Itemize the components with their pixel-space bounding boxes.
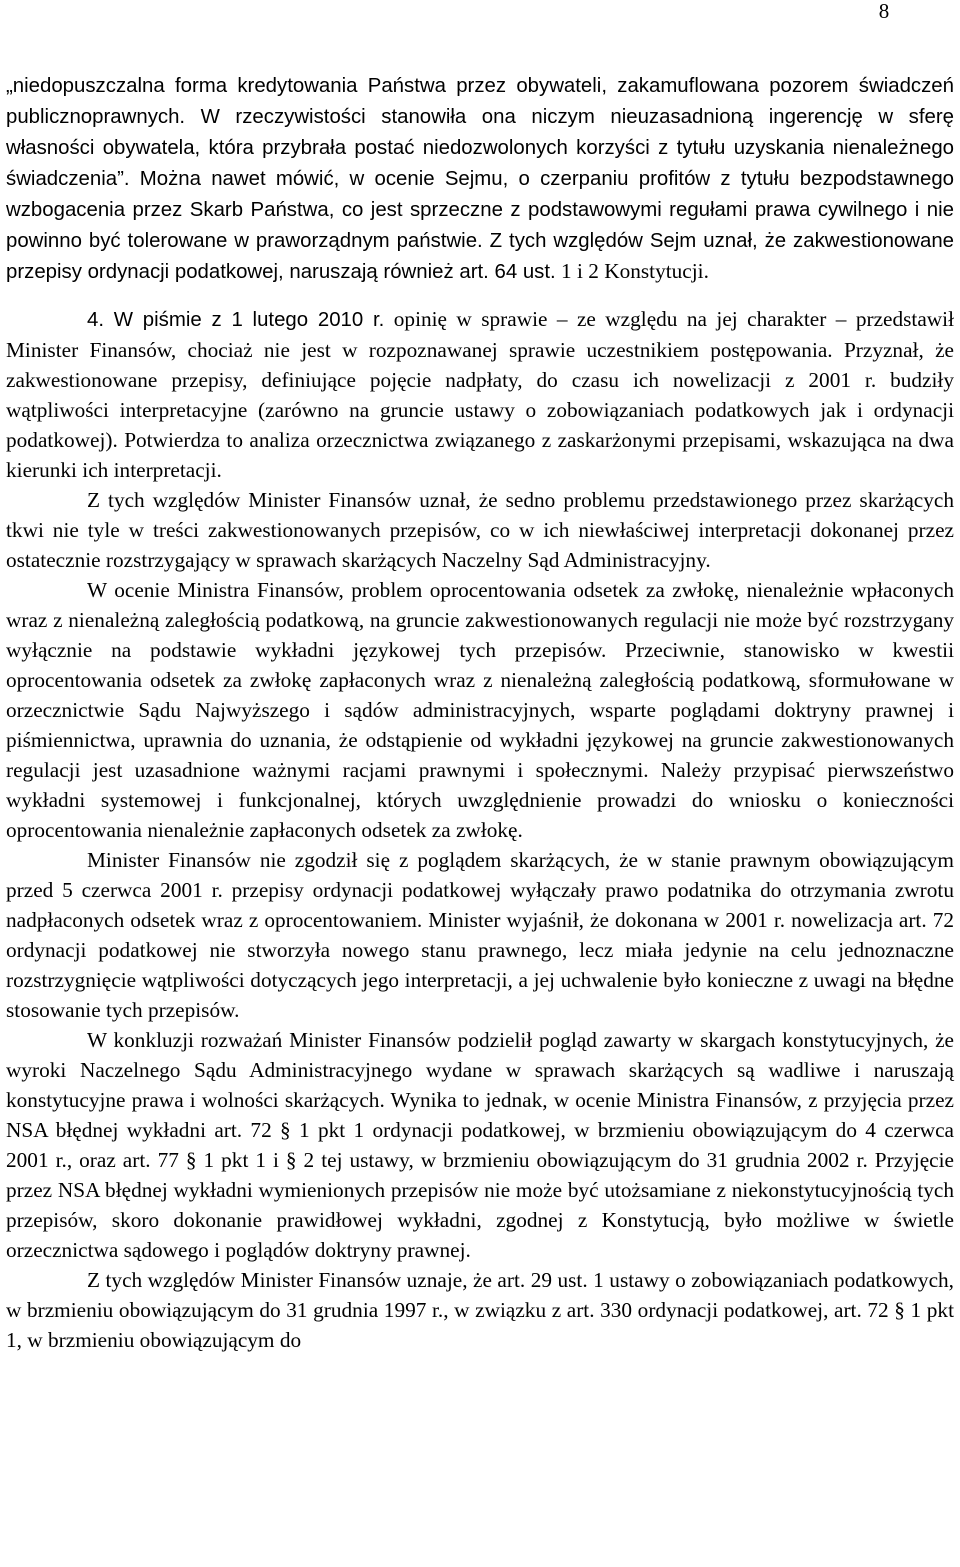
section-heading-inline: 4. W piśmie z 1 lutego 2010 r. [87, 309, 385, 331]
paragraph-text: W konkluzji rozważań Minister Finansów podzielił pogląd zawarty w skargach konstytucyjnych, że wyroki Naczelnego Sądu Administracyjnego wydane w sprawach skarżących są wadliwe i naruszają konstytucyjne prawa i wolności skarżących. Wynika to jednak, w ocenie Ministra Finansów, z przyjęcia przez NSA błędnej wykładni art. 72 § 1 pkt 1 ordynacji podatkowej, w brzmieniu obowiązującym do 4 czerwca 2001 r., oraz art. 77 § 1 pkt 1 i § 2 tej ustawy, w brzmieniu obowiązującym do 31 grudnia 2002 r. Przyjęcie przez NSA błędnej wykładni wymienionych przepisów nie może być utożsamiane z niekonstytucyjnością tych przepisów, skoro dokonanie prawidłowej wykładni, zgodnej z Konstytucją, było możliwe w świetle orzecznictwa sądowego i poglądów doktryny prawnej. [6, 1028, 954, 1262]
paragraph-text: Z tych względów Minister Finansów uznaje, że art. 29 ust. 1 ustawy o zobowiązaniach podatkowych, w brzmieniu obowiązującym do 31 grudnia 1997 r., w związku z art. 330 ordynacji podatkowej, art. 72 § 1 pkt 1, w brzmieniu obowiązującym do [6, 1268, 954, 1352]
paragraph-text: Z tych względów Minister Finansów uznał, że sedno problemu przedstawionego przez skarżących tkwi nie tyle w treści zakwestionowanych przepisów, co w ich niewłaściwej interpretacji dokonanej przez ostatecznie rozstrzygający w sprawach skarżących Naczelny Sąd Administracyjny. [6, 488, 954, 572]
paragraph-text: „niedopuszczalna forma kredytowania Państwa przez obywateli, zakamuflowana pozorem świadczeń publicznoprawnych. W rzeczywistości stanowiła ona niczym nieuzasadnioną ingerencję w sferę własności obywatela, która przybrała postać niedozwolonych korzyści z tytułu uzyskania nienależnego świadczenia”. Można nawet mówić, w ocenie Sejmu, o czerpaniu profitów z tytułu bezpodstawnego wzbogacenia przez Skarb Państwa, co jest sprzeczne z podstawowymi regułami prawa cywilnego i nie powinno być tolerowane w praworządnym państwie. Z tych względów Sejm uznał, że zakwestionowane przepisy ordynacji podatkowej, naruszają również art. 64 ust. [6, 75, 954, 283]
paragraph [6, 1265, 954, 1355]
paragraph [6, 575, 954, 845]
paragraph-text: W ocenie Ministra Finansów, problem oprocentowania odsetek za zwłokę, nienależnie wpłaconych wraz z nienależną zaległością podatkową, na gruncie zakwestionowanych regulacji nie może być rozstrzygany wyłącznie na podstawie wykładni językowej tych przepisów. Przeciwnie, stanowisko w kwestii oprocentowania odsetek za zwłokę zapłaconych wraz z nienależną zaległością podatkową, sformułowane w orzecznictwie Sądu Najwyższego i sądów administracyjnych, wsparte poglądami doktryny prawnej i piśmiennictwa, uprawnia do uznania, że odstąpienie od wykładni językowej na gruncie zakwestionowanych regulacji jest uzasadnione ważnymi racjami prawnymi i społecznymi. Należy przypisać pierwszeństwo wykładni systemowej i funkcjonalnej, których uwzględnienie prowadzi do wniosku o konieczności oprocentowania nienależnie zapłaconych odsetek za zwłokę. [6, 578, 954, 842]
paragraph [6, 1025, 954, 1265]
paragraph [6, 485, 954, 575]
paragraph-text: Minister Finansów nie zgodził się z poglądem skarżących, że w stanie prawnym obowiązującym przed 5 czerwca 2001 r. przepisy ordynacji podatkowej wyłączały prawo podatnika do otrzymania zwrotu nadpłaconych odsetek wraz z oprocentowaniem. Minister wyjaśnił, że dokonana w 2001 r. nowelizacja art. 72 ordynacji podatkowej nie stworzyła nowego stanu prawnego, lecz miała jedynie na celu jednoznaczne rozstrzygnięcie wątpliwości dotyczących jego interpretacji, a jej uchwalenie było konieczne z uwagi na błędne stosowanie tych przepisów. [6, 848, 954, 1022]
paragraph-text: 1 i 2 Konstytucji. [555, 259, 709, 283]
paragraph-text: opinię w sprawie – ze względu na jej charakter – przedstawił Minister Finansów, chociaż nie jest w rozpoznawanej sprawie uczestnikiem postępowania. Przyznał, że zakwestionowane przepisy, definiujące pojęcie nadpłaty, do czasu ich nowelizacji z 2001 r. budziły wątpliwości interpretacyjne (zarówno na gruncie ustawy o zobowiązaniach podatkowych jak i ordynacji podatkowej). Potwierdza to analiza orzecznictwa związanego z zaskarżonymi przepisami, wskazująca na dwa kierunki ich interpretacji. [6, 307, 954, 482]
paragraph-numbered-4 [6, 304, 954, 485]
paragraph [6, 845, 954, 1025]
paragraph-continuation [6, 70, 954, 287]
document-body [6, 70, 954, 1355]
page-number: 8 [878, 0, 890, 23]
